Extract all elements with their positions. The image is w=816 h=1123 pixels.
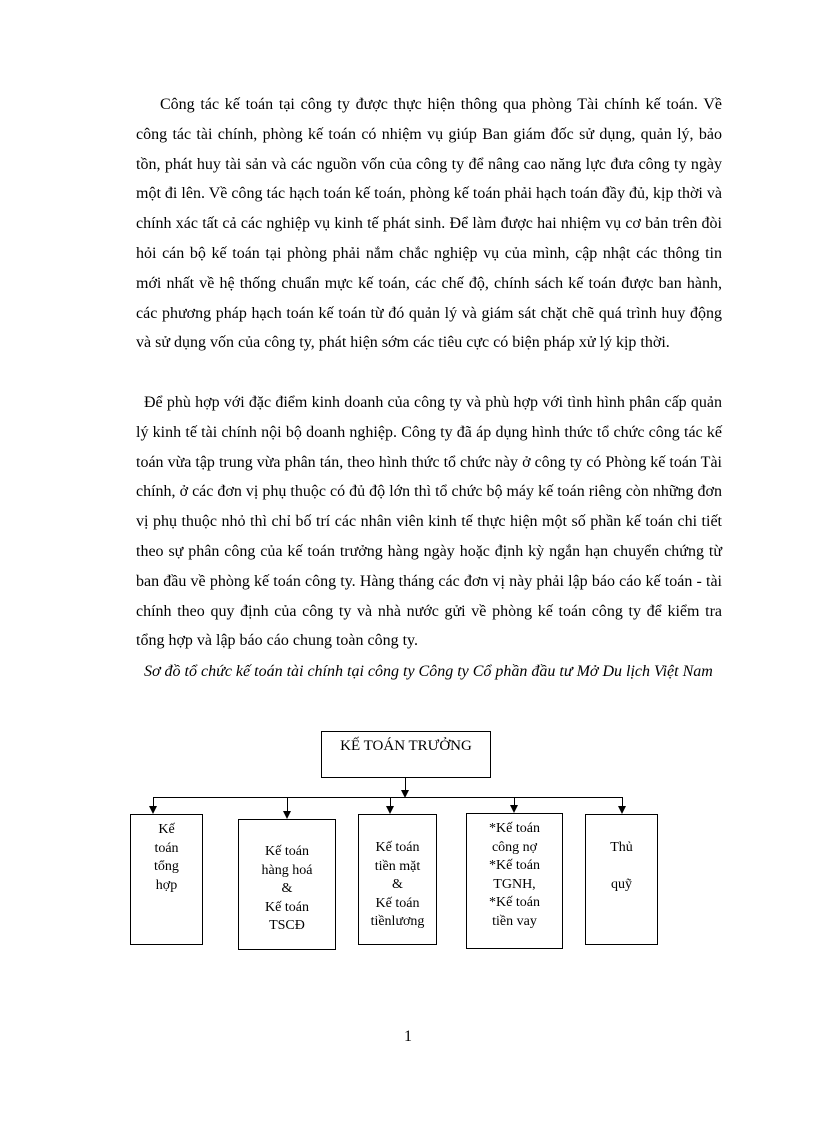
drop-arrow-2-icon [283,811,291,819]
box3-line: Kế toán [375,840,420,855]
box5-line: Thủ [610,840,633,855]
root-stem [405,778,406,790]
box2-line: TSCĐ [269,918,305,933]
drop-arrow-1-icon [149,806,157,814]
box5-line: quỹ [611,877,632,892]
org-root-box [321,731,491,778]
box3-line: tiền mặt [374,858,421,874]
org-box-cash-payroll [358,814,437,945]
org-box-goods-fixed-assets [238,819,336,950]
box2-line: hàng hoá [261,862,313,878]
drop-arrow-4-icon [510,805,518,813]
box2-line: Kế toán [265,899,309,915]
paragraph-2: Để phù hợp với đặc điểm kinh doanh của công ty và phù hợp với tình hình phân cấp quản lý kinh tế tài chính nội bộ doanh nghiệp. Công ty đã áp dụng hình thức tổ chức công tác kế toán vừa tập trung vừa phân tán, theo hình thức tổ chức này ở công ty có Phòng kế toán Tài chính, ở các đơn vị phụ thuộc có đủ độ lớn thì tổ chức bộ máy kế toán riêng còn những đơn vị phụ thuộc nhỏ thì chỉ bố trí các nhân viên kinh tế thực hiện một số phần kế toán chi tiết theo sự phân công của kế toán trưởng hàng ngày hoặc định kỳ ngắn hạn chuyển chứng từ ban đầu về phòng kế toán công ty. Hàng tháng các đơn vị này phải lập báo cáo kế toán - tài chính theo quy định của công ty và nhà nước gửi về phòng kế toán công ty để kiểm tra tổng hợp và lập báo cáo chung toàn công ty. [136,394,722,650]
box4-line: *Kế toán [489,821,540,836]
box1-line: hợp [155,877,178,893]
drop-arrow-3-icon [386,806,394,814]
drop-line-1 [153,797,154,806]
box5-line [586,858,657,877]
diagram-caption: Sơ đồ tổ chức kế toán tài chính tại công ty Công ty Cổ phần đầu tư Mở Du lịch Việt Nam [144,663,713,680]
box4-line: công nợ [491,839,538,855]
box1-line: tổng [154,859,179,874]
box4-line: *Kế toán [489,895,540,910]
box4-line: tiền vay [492,913,537,929]
drop-line-5 [622,797,623,806]
org-box-debt-bank-loans [466,813,563,949]
page-number: 1 [404,1028,412,1045]
box1-line: Kế [158,822,175,837]
org-box-general-accounting [130,814,203,945]
drop-line-4 [514,797,515,805]
drop-arrow-5-icon [618,806,626,814]
box1-line: toán [154,840,179,856]
box2-line: & [281,881,293,896]
bus-line [153,797,623,798]
box3-line: tiềnlương [370,914,425,929]
drop-line-3 [390,797,391,806]
box3-line: Kế toán [375,895,420,911]
drop-line-2 [287,797,288,811]
paragraph-1: Công tác kế toán tại công ty được thực hiện thông qua phòng Tài chính kế toán. Về công tác tài chính, phòng kế toán có nhiệm vụ giúp Ban giám đốc sử dụng, quản lý, bảo tồn, phát huy tài sản và các nguồn vốn của công ty để nâng cao năng lực đưa công ty ngày một đi lên. Về công tác hạch toán kế toán, phòng kế toán phải hạch toán đầy đủ, kịp thời và chính xác tất cả các nghiệp vụ kinh tế phát sinh. Để làm được hai nhiệm vụ cơ bản trên đòi hỏi cán bộ kế toán tại phòng phải nắm chắc nghiệp vụ của mình, cập nhật các thông tin mới nhất về hệ thống chuẩn mực kế toán, các chế độ, chính sách kế toán được ban hành, các phương pháp hạch toán kế toán từ đó quản lý và giám sát chặt chẽ quá trình huy động và sử dụng vốn của công ty, phát hiện sớm các tiêu cực có biện pháp xử lý kịp thời. [136,96,722,352]
box4-line: TGNH, [493,876,536,892]
box3-line: & [392,877,403,892]
box4-line: *Kế toán [489,858,540,873]
org-root-label: KẾ TOÁN TRƯỞNG [340,738,472,754]
org-box-treasurer [585,814,658,945]
box2-line: Kế toán [265,844,309,859]
